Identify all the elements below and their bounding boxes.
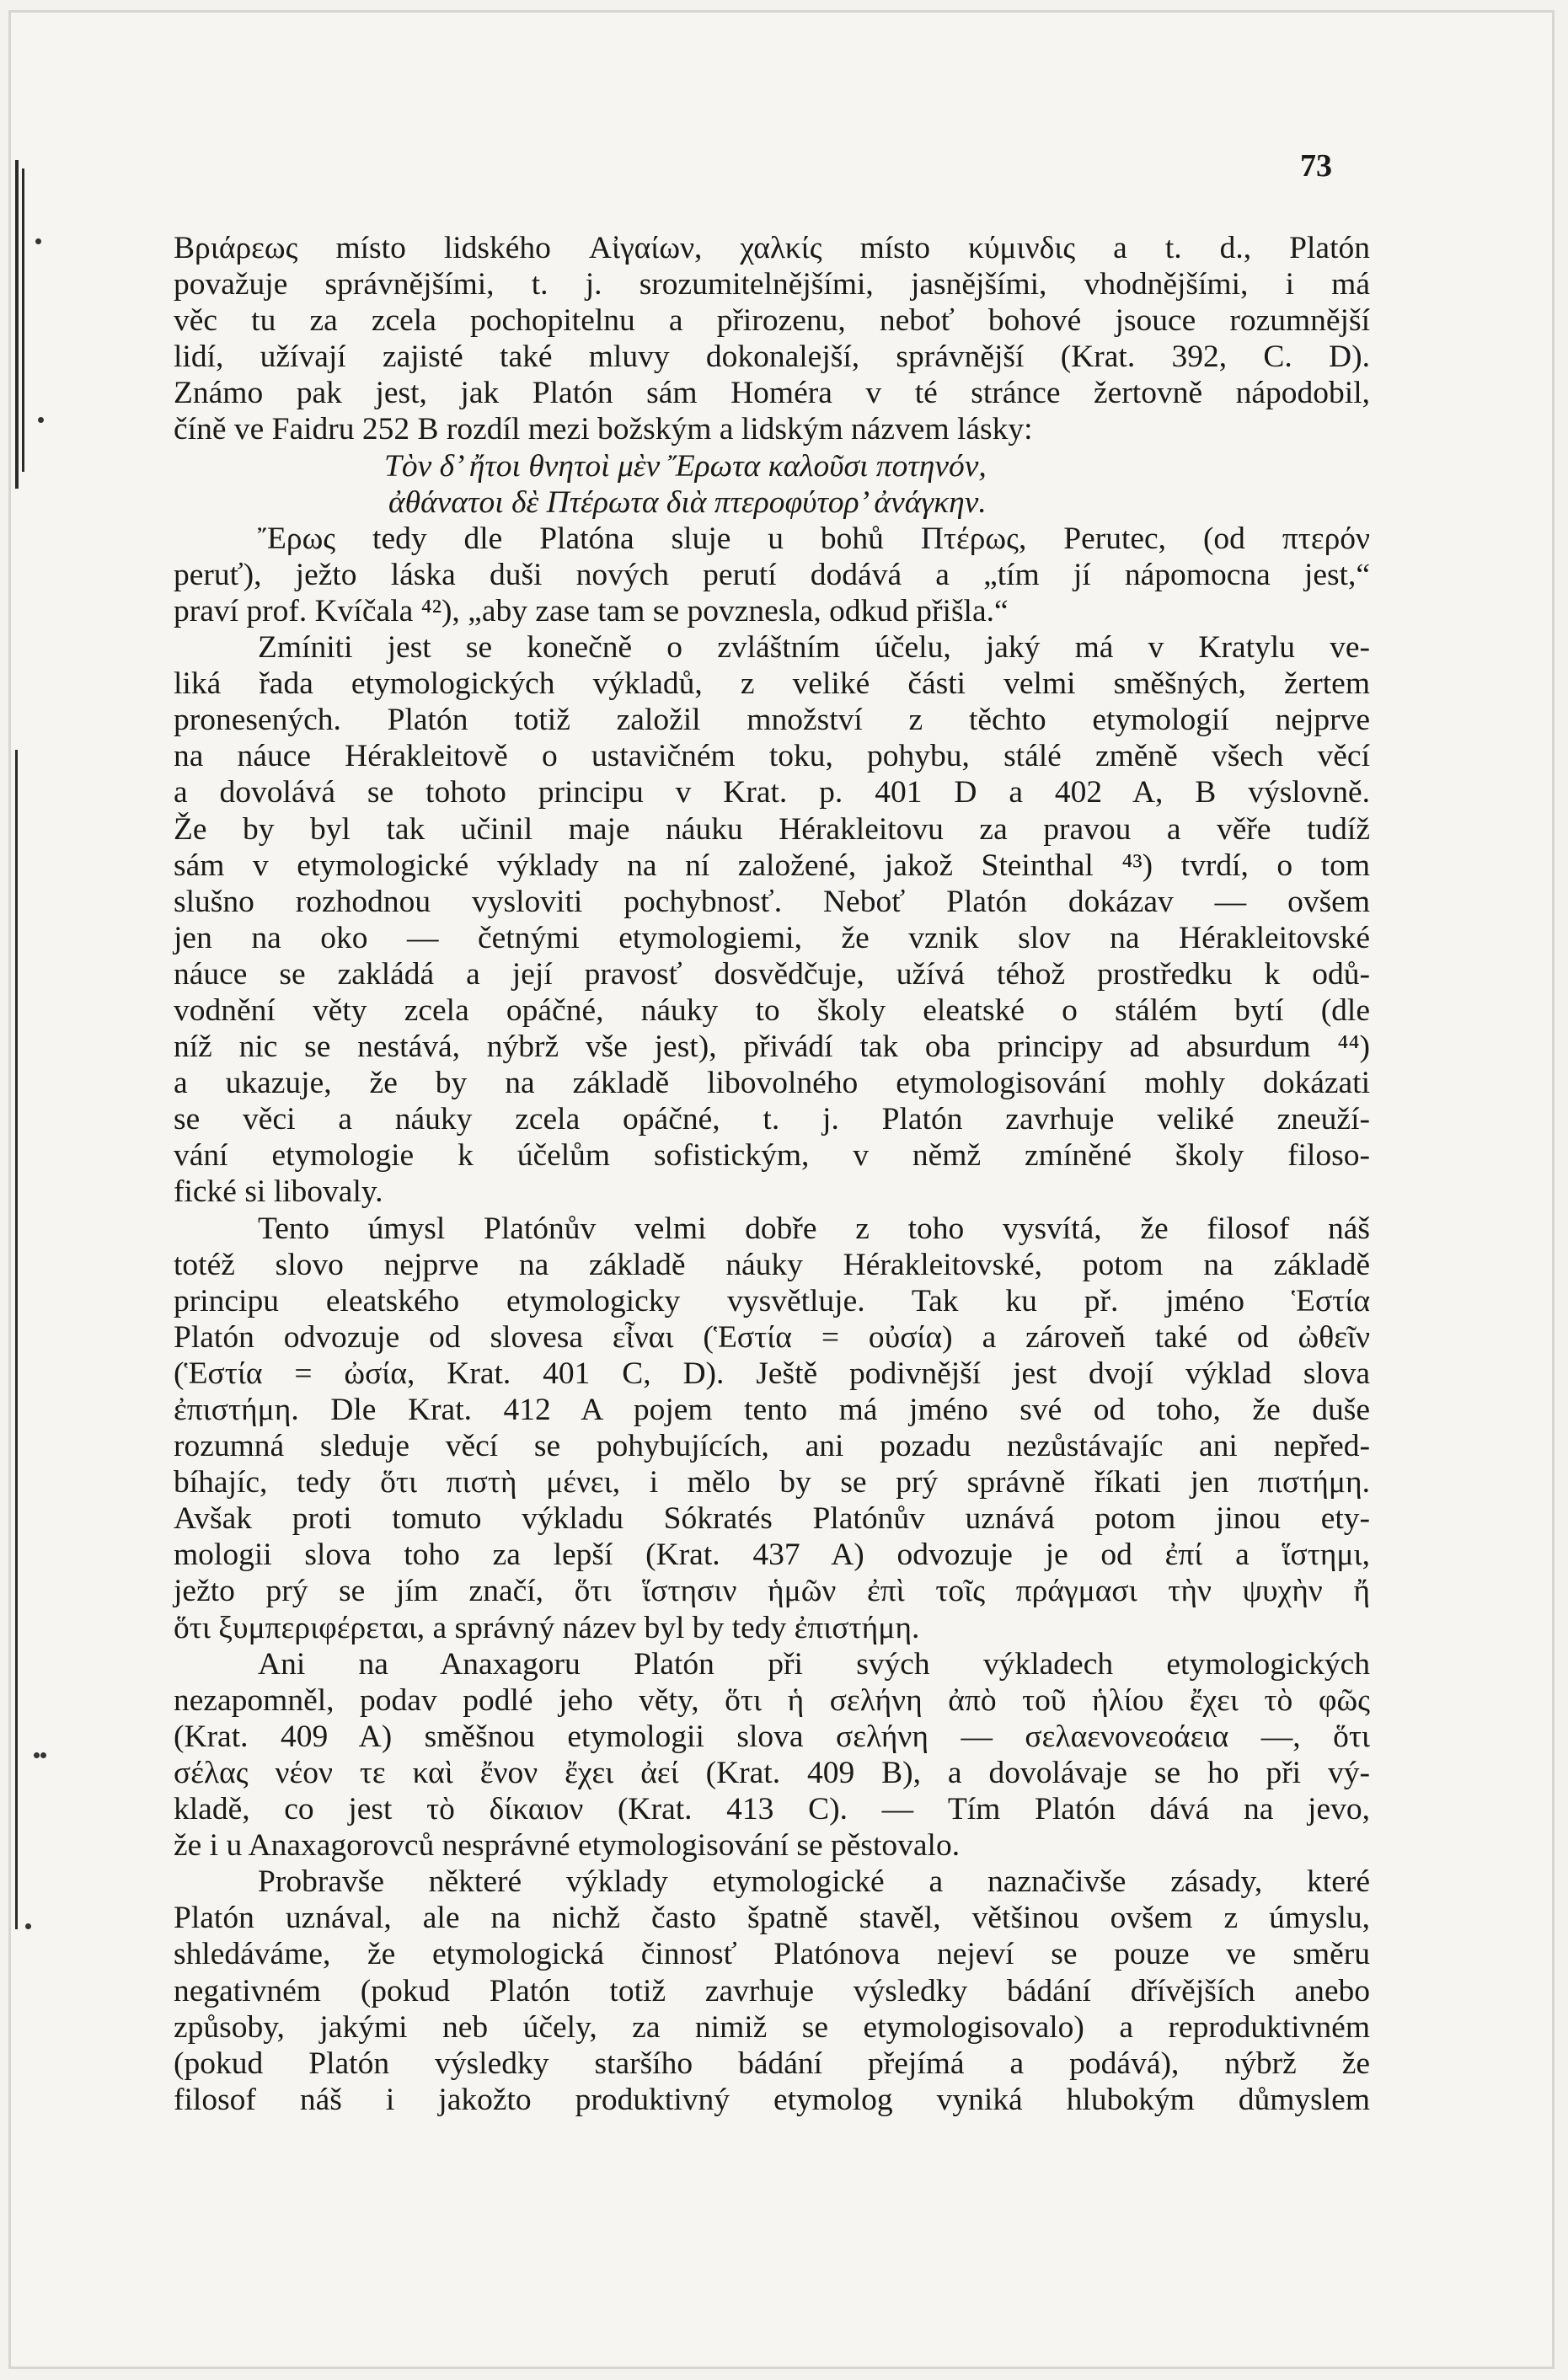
text-line: ježto prý se jím značí, ὅτι ἵστησιν ἡμῶν ἐπὶ τοῖς πράγμασι τὴν ψυχὴν ἤ (174, 1574, 1370, 1609)
text-line: Platón odvozuje od slovesa εἶναι (Ἑστία = οὐσία) a zároveň také od ὠθεῖν (174, 1319, 1370, 1355)
text-line: bíhajíc, tedy ὅτι πιστὴ μένει, i mělo by se prý správně říkati jen πιστήμη. (174, 1465, 1370, 1500)
text-line: fické si libovaly. (174, 1174, 383, 1210)
text-line: Probravše některé výklady etymologické a naznačivše zásady, které (258, 1864, 1370, 1900)
text-line: slušno rozhodnou vysloviti pochybnosť. Neboť Platón dokázav — ovšem (174, 884, 1370, 919)
margin-dot (38, 417, 44, 423)
text-line: vodnění věty zcela opáčné, náuky to školy eleatské o stálém bytí (dle (174, 992, 1370, 1028)
text-line: principu eleatského etymologicky vysvětluje. Tak ku př. jméno Ἑστία (174, 1283, 1370, 1318)
text-line: negativném (pokud Platón totiž zavrhuje výsledky bádání dřívějších anebo (174, 1973, 1370, 2008)
text-line: Tento úmysl Platónův velmi dobře z toho vysvítá, že filosof náš (258, 1211, 1370, 1246)
margin-dot (40, 1752, 46, 1758)
text-line: a dovolává se tohoto principu v Krat. p. 401 D a 402 A, B výslovně. (174, 775, 1370, 810)
text-line: mologii slova toho za lepší (Krat. 437 A) odvozuje je od ἐπί a ἵστημι, (174, 1538, 1370, 1573)
text-line: Známo pak jest, jak Platón sám Homéra v té stránce žertovně nápodobil, (174, 376, 1370, 411)
text-line: totéž slovo nejprve na základě náuky Hérakleitovské, potom na základě (174, 1247, 1370, 1282)
text-line: Βριάρεως místo lidského Αἰγαίων, χαλκίς místo κύμινδις a t. d., Platón (174, 231, 1370, 265)
body-text (174, 230, 1370, 2118)
text-line: peruť), ježto láska duši nových perutí dodává a „tím jí nápomocna jest,“ (174, 557, 1370, 592)
text-line: níž nic se nestává, nýbrž vše jest), přivádí tak oba principy ad absurdum ⁴⁴) (174, 1030, 1370, 1065)
page-number: 73 (1300, 148, 1332, 184)
scanned-page (8, 10, 1555, 2369)
text-line: jen na oko — četnými etymologiemi, že vznik slov na Hérakleitovské (174, 920, 1370, 955)
text-line: Τὸν δ’ ἤτοι θνητοὶ μὲν Ἔρωτα καλοῦσι ποτηνόν, (384, 448, 987, 484)
text-line: že i u Anaxagorovců nesprávné etymologisování se pěstovalo. (174, 1828, 961, 1864)
text-line: praví prof. Kvíčala ⁴²), „aby zase tam se povznesla, odkud přišla.“ (174, 593, 1009, 628)
text-line: na náuce Hérakleitově o ustavičném toku, pohybu, stálé změně všech věcí (174, 739, 1370, 774)
text-line: pronesených. Platón totiž založil množství z těchto etymologií nejprve (174, 703, 1370, 738)
text-line: a ukazuje, že by na základě libovolného etymologisování mohly dokázati (174, 1066, 1370, 1101)
text-line: (Ἑστία = ὠσία, Krat. 401 C, D). Ještě podivnější jest dvojí výklad slova (174, 1356, 1370, 1391)
text-line: náuce se zakládá a její pravosť dosvědčuje, užívá téhož prostředku k odů- (174, 956, 1370, 992)
text-line: shledáváme, že etymologická činnosť Platónova nejeví se pouze ve směru (174, 1937, 1370, 1972)
text-line: liká řada etymologických výkladů, z veliké části velmi směšných, žertem (174, 666, 1370, 702)
text-line: filosof náš i jakožto produktivný etymolog vyniká hlubokým důmyslem (174, 2082, 1370, 2117)
text-line: nezapomněl, podav podlé jeho věty, ὅτι ἡ σελήνη ἀπὸ τοῦ ἡλίου ἔχει τὸ φῶς (174, 1682, 1370, 1718)
text-line: číně ve Faidru 252 B rozdíl mezi božským a lidským názvem lásky: (174, 412, 1033, 447)
text-line: vání etymologie k účelům sofistickým, v němž zmíněné školy filoso- (174, 1138, 1370, 1174)
text-line: lidí, užívají zajisté také mluvy dokonalejší, správnější (Krat. 392, C. D). (174, 340, 1370, 375)
text-line: ὅτι ξυμπεριφέρεται, a správný název byl by tedy ἐπιστήμη. (174, 1610, 920, 1645)
text-line: věc tu za zcela pochopitelnu a přirozenu, neboť bohové jsouce rozumnější (174, 303, 1370, 339)
text-line: Zmíniti jest se konečně o zvláštním účelu, jaký má v Kratylu ve- (258, 630, 1370, 666)
text-line: (pokud Platón výsledky staršího bádání přejímá a podává), nýbrž že (174, 2046, 1370, 2081)
text-line: způsoby, jakými neb účely, za nimiž se etymologisovalo) a reproduktivném (174, 2009, 1370, 2045)
text-line: Ani na Anaxagoru Platón při svých výkladech etymologických (258, 1646, 1370, 1682)
text-line: rozumná sleduje věcí se pohybujících, ani pozadu nezůstávajíc ani nepřed- (174, 1429, 1370, 1464)
text-line: kladě, co jest τὸ δίκαιον (Krat. 413 C). — Tím Platón dává na jevo, (174, 1792, 1370, 1827)
text-line: sám v etymologické výklady na ní založené, jakož Steinthal ⁴³) tvrdí, o tom (174, 848, 1370, 883)
text-line: se věci a náuky zcela opáčné, t. j. Platón zavrhuje veliké zneuží- (174, 1102, 1370, 1137)
text-line: Avšak proti tomuto výkladu Sókratés Platónův uznává potom jinou ety- (174, 1501, 1370, 1537)
text-line: σέλας νέον τε καὶ ἔνον ἔχει ἀεί (Krat. 409 B), a dovolávaje se ho při vý- (174, 1755, 1370, 1790)
text-line: považuje správnějšími, t. j. srozumitelnějšími, jasnějšími, vhodnějšími, i má (174, 267, 1370, 302)
margin-dot (34, 1752, 40, 1758)
text-line: (Krat. 409 A) směšnou etymologii slova σελήνη — σελαενονεοάεια —, ὅτι (174, 1719, 1370, 1754)
text-line: Že by byl tak učinil maje náuku Hérakleitovu za pravou a věře tudíž (174, 811, 1370, 847)
binding-mark (22, 168, 24, 472)
margin-dot (35, 238, 41, 244)
text-line: Ἔρως tedy dle Platóna sluje u bohů Πτέρως, Perutec, (od πτερόν (258, 521, 1370, 556)
binding-mark (15, 160, 19, 489)
text-line: ἐπιστήμη. Dle Krat. 412 A pojem tento má jméno své od toho, že duše (174, 1393, 1370, 1427)
text-line: ἀθάνατοι δὲ Πτέρωτα διὰ πτεροφύτορ’ ἀνάγκην. (388, 484, 987, 520)
margin-dot (25, 1923, 31, 1929)
text-line: Platón uznával, ale na nichž často špatně stavěl, většinou ovšem z úmyslu, (174, 1901, 1370, 1936)
binding-mark (15, 750, 18, 1929)
